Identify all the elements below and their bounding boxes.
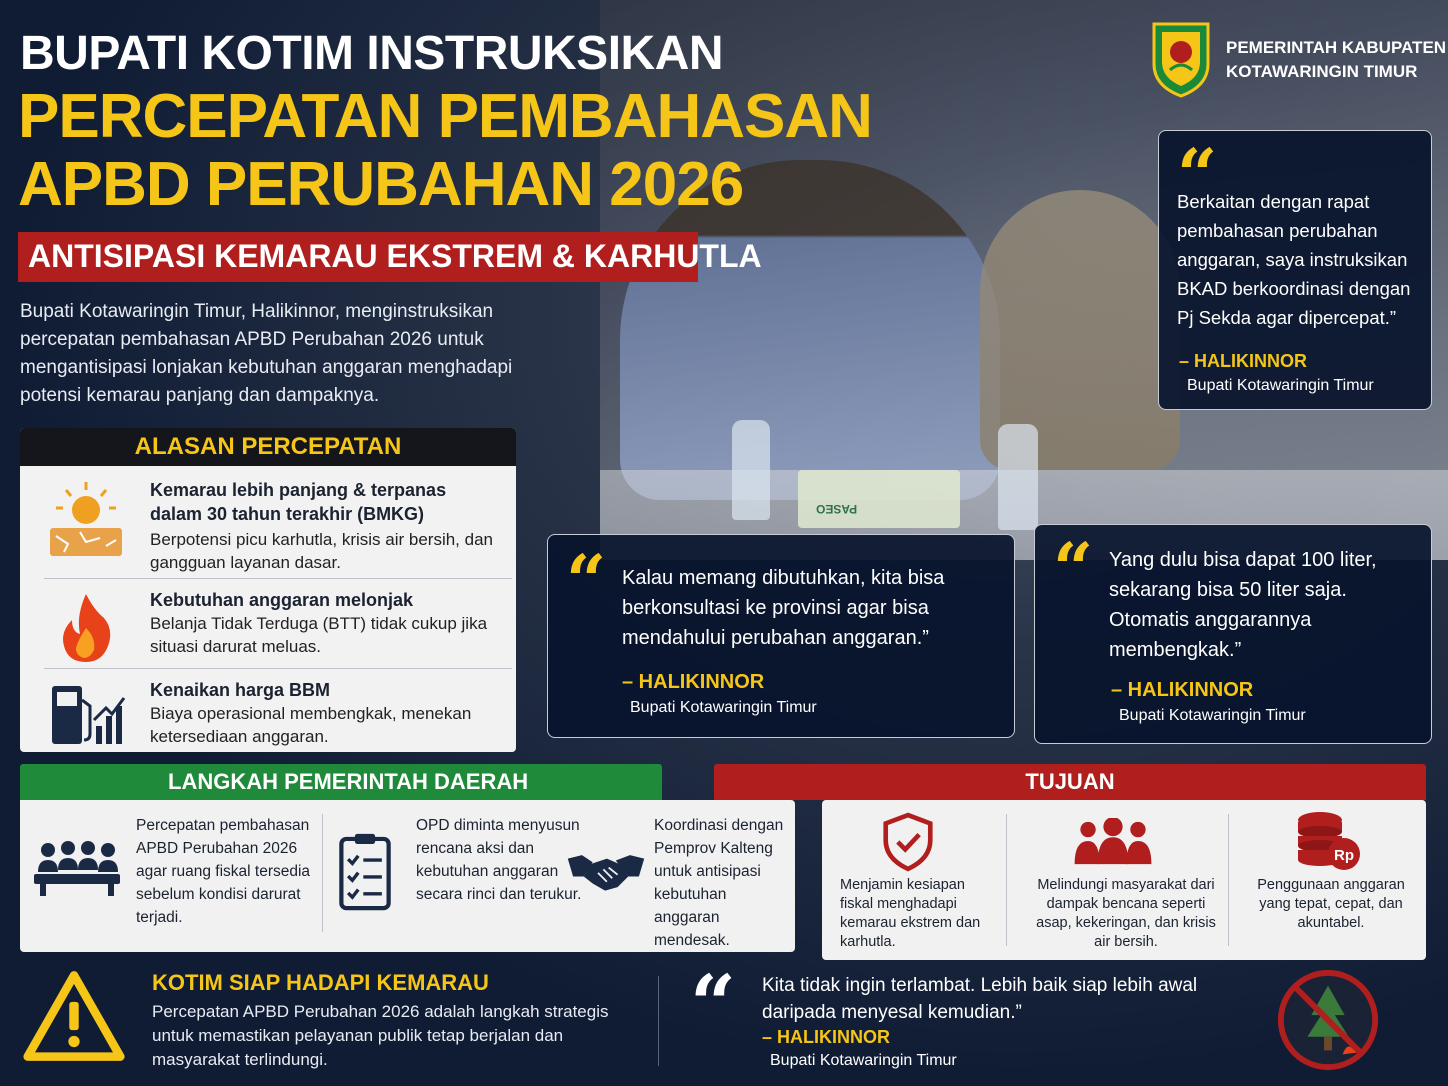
divider [1006, 814, 1007, 946]
rp-badge-text: Rp [1334, 847, 1354, 864]
coins-rp-icon [1292, 810, 1362, 872]
handshake-icon [566, 848, 646, 896]
quote-1-text: Berkaitan dengan rapat pembahasan perubahan anggaran, saya instruksikan BKAD berkoordinasi dengan Pj Sekda agar dipercepat.” [1177, 191, 1411, 328]
gov-line-1: PEMERINTAH KABUPATEN [1226, 38, 1447, 57]
divider [44, 668, 512, 669]
intro-paragraph: Bupati Kotawaringin Timur, Halikinnor, menginstruksikan percepatan pembahasan APBD Perubahan 2026 untuk mengantisipasi lonjakan kebutuhan anggaran menghadapi potensi kemarau panjang dan dampaknya. [20, 301, 513, 406]
fuel-pump-chart-icon [46, 676, 126, 752]
quote-1-author: – HALIKINNOR [1179, 351, 1308, 371]
tujuan-item-2: Melindungi masyarakat dari dampak bencana seperti asap, kekeringan, dan krisis air bersih. [1036, 877, 1216, 950]
quote-mark-icon: “ [690, 957, 737, 1051]
bottom-quote-author: – HALIKINNOR [762, 1027, 891, 1047]
fire-icon [46, 588, 126, 668]
quote-1-role: Bupati Kotawaringin Timur [1187, 377, 1374, 394]
tujuan-item-3: Penggunaan anggaran yang tepat, cepat, dan akuntabel. [1257, 877, 1405, 931]
divider [1228, 814, 1229, 946]
photo-tissue-box [798, 470, 960, 528]
people-icon [1074, 818, 1152, 866]
tujuan-item-1: Menjamin kesiapan fiskal menghadapi kemarau ekstrem dan karhutla. [840, 877, 981, 950]
title-line-2: PERCEPATAN PEMBAHASAN [18, 82, 872, 151]
quote-2-author: – HALIKINNOR [622, 671, 765, 693]
divider [322, 814, 323, 932]
quote-3-text: Yang dulu bisa dapat 100 liter, sekarang bisa 50 liter saja. Otomatis anggarannya membengkak.” [1109, 549, 1377, 661]
sun-drought-icon [46, 480, 126, 560]
warning-text: Percepatan APBD Perubahan 2026 adalah langkah strategis untuk memastikan pelayanan publik tetap berjalan dan masyarakat terlindungi. [152, 1002, 609, 1069]
quote-mark-icon: “ [1053, 527, 1094, 610]
alasan-item-2-title: Kebutuhan anggaran melonjak [150, 590, 414, 610]
langkah-item-2: OPD diminta menyusun rencana aksi dan kebutuhan anggaran secara rinci dan terukur. [416, 817, 582, 903]
quote-box-1 [1158, 130, 1432, 410]
alasan-item-1-title: Kemarau lebih panjang & terpanas dalam 30 tahun terakhir (BMKG) [150, 480, 447, 524]
checklist-icon [338, 822, 392, 920]
meeting-icon [32, 838, 122, 898]
title-line-1: BUPATI KOTIM INSTRUKSIKAN [20, 27, 724, 80]
alasan-heading: ALASAN PERCEPATAN [20, 428, 516, 466]
warning-title: KOTIM SIAP HADAPI KEMARAU [152, 970, 489, 995]
subtitle-banner: ANTISIPASI KEMARAU EKSTREM & KARHUTLA [18, 232, 698, 282]
quote-2-role: Bupati Kotawaringin Timur [630, 699, 817, 716]
bottom-quote-text: Kita tidak ingin terlambat. Lebih baik siap lebih awal daripada menyesal kemudian.” [762, 975, 1198, 1023]
langkah-item-3: Koordinasi dengan Pemprov Kalteng untuk antisipasi kebutuhan anggaran mendesak. [654, 817, 784, 949]
photo-water-bottle [732, 420, 770, 520]
photo-water-bottle [998, 424, 1038, 530]
divider [44, 578, 512, 579]
quote-box-3 [1034, 524, 1432, 744]
tissue-box-label: PASEO [816, 502, 858, 516]
quote-mark-icon: “ [1177, 133, 1218, 216]
quote-2-text: Kalau memang dibutuhkan, kita bisa berkonsultasi ke provinsi agar bisa mendahului perubahan anggaran.” [622, 567, 945, 649]
langkah-panel [20, 800, 795, 952]
divider [658, 976, 659, 1066]
alasan-item-3-title: Kenaikan harga BBM [150, 680, 331, 700]
quote-mark-icon: “ [566, 539, 607, 622]
gov-name [1226, 36, 1446, 84]
gov-line-2: KOTAWARINGIN TIMUR [1226, 62, 1418, 81]
alasan-item-2-desc: Belanja Tidak Terduga (BTT) tidak cukup jika situasi darurat meluas. [150, 614, 488, 656]
alasan-item-3-desc: Biaya operasional membengkak, menekan ketersediaan anggaran. [150, 704, 472, 746]
title-line-3: APBD PERUBAHAN 2026 [18, 150, 744, 219]
quote-3-author: – HALIKINNOR [1111, 679, 1254, 701]
bottom-quote-role: Bupati Kotawaringin Timur [770, 1052, 957, 1069]
langkah-item-1: Percepatan pembahasan APBD Perubahan 2026 agar ruang fiskal tersedia sebelum kondisi darurat terjadi. [136, 817, 311, 926]
no-forest-fire-icon [1274, 966, 1382, 1074]
shield-check-icon [882, 812, 934, 872]
tujuan-panel [822, 800, 1426, 960]
warning-icon [22, 968, 126, 1064]
tujuan-heading: TUJUAN [714, 764, 1426, 800]
alasan-panel [20, 428, 516, 752]
langkah-heading: LANGKAH PEMERINTAH DAERAH [20, 764, 662, 800]
kotim-emblem-icon [1150, 20, 1212, 98]
alasan-item-1-desc: Berpotensi picu karhutla, krisis air bersih, dan gangguan layanan dasar. [150, 530, 493, 572]
quote-3-role: Bupati Kotawaringin Timur [1119, 707, 1306, 724]
quote-box-2 [547, 534, 1015, 738]
